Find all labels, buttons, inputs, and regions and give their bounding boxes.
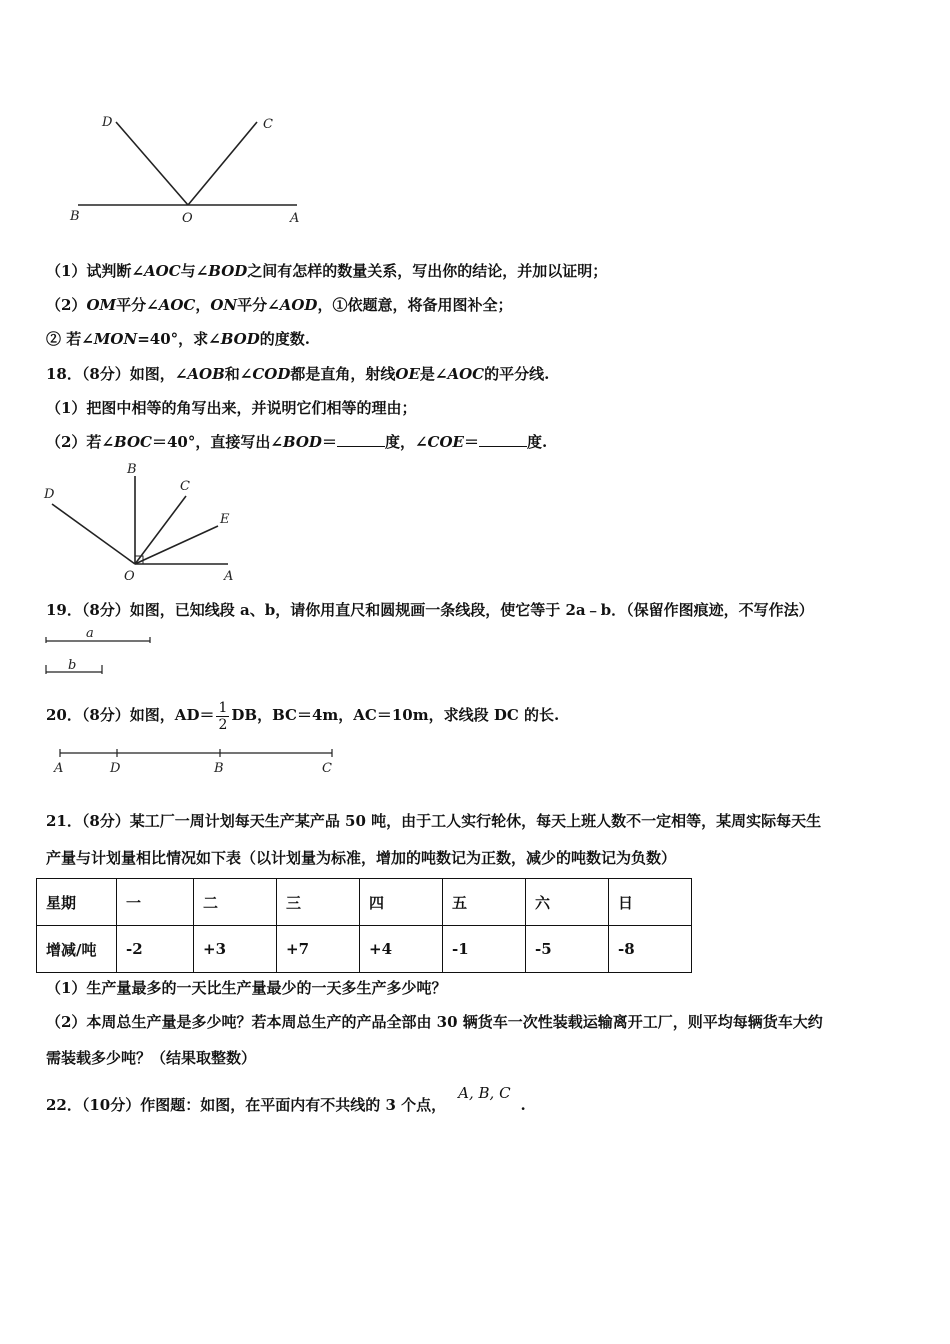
answer-blank-coe[interactable] — [479, 432, 527, 447]
production-table — [36, 878, 692, 973]
table-cell: +4 — [360, 926, 443, 973]
q21-sub2b: 需装载多少吨？（结果取整数） — [46, 1049, 257, 1067]
q21-stem-1: 21．（8分）某工厂一周计划每天生产某产品 50 吨，由于工人实行轮休，每天上班人数不一定相等，某周实际每天生 — [46, 812, 822, 830]
label-o: O — [182, 211, 193, 226]
label-a: A — [290, 211, 300, 226]
table-cell: 一 — [117, 879, 194, 926]
label-b: B — [70, 209, 80, 224]
label-d: D — [110, 761, 121, 776]
q17-sub2: （2）OM平分∠AOC，ON平分∠AOD，①依题意，将备用图补全； — [46, 296, 513, 314]
ray-oc — [135, 496, 186, 564]
table-cell: -1 — [443, 926, 526, 973]
table-cell: 增减/吨 — [37, 926, 117, 973]
table-cell: 日 — [609, 879, 692, 926]
figure-segment-adbc — [52, 745, 342, 780]
ray-oe — [135, 526, 218, 564]
table-cell: 二 — [194, 879, 277, 926]
label-d: D — [44, 487, 55, 502]
answer-blank-bod[interactable] — [337, 432, 385, 447]
q18-sub1: （1）把图中相等的角写出来，并说明它们相等的理由； — [46, 399, 417, 417]
label-e: E — [220, 512, 230, 527]
label-c: C — [180, 479, 190, 494]
q19-stem: 19．（8分）如图，已知线段 a、b，请你用直尺和圆规画一条线段，使它等于 2a﹣b．（保留作图痕迹，不写作法） — [46, 601, 814, 619]
q21-sub1: （1）生产量最多的一天比生产量最少的一天多生产多少吨？ — [46, 979, 447, 997]
label-a: A — [54, 761, 64, 776]
table-cell: -8 — [609, 926, 692, 973]
table-cell: 星期 — [37, 879, 117, 926]
label-b: B — [214, 761, 224, 776]
q17-sub1: （1）试判断∠AOC与∠BOD之间有怎样的数量关系，写出你的结论，并加以证明； — [46, 262, 608, 280]
label-d: D — [102, 115, 113, 130]
ray-od — [116, 122, 188, 205]
label-c: C — [263, 117, 273, 132]
table-cell: -2 — [117, 926, 194, 973]
table-cell: +3 — [194, 926, 277, 973]
label-a: a — [86, 626, 94, 641]
q22-stem: 22．（10分）作图题：如图，在平面内有不共线的 3 个点，A, B, C. — [46, 1084, 526, 1114]
label-c: C — [322, 761, 332, 776]
q21-stem-2: 产量与计划量相比情况如下表（以计划量为标准，增加的吨数记为正数，减少的吨数记为负数） — [46, 849, 677, 867]
figure-segments-a-b — [44, 625, 164, 680]
label-b: b — [68, 658, 77, 673]
table-cell: -5 — [526, 926, 609, 973]
label-o: O — [124, 569, 135, 584]
figure-angle-aoc-bod — [60, 110, 320, 230]
label-a: A — [224, 569, 234, 584]
table-cell: 五 — [443, 879, 526, 926]
label-b: B — [127, 462, 137, 477]
fraction-one-half: $\frac{1}{2}$ — [218, 699, 228, 733]
points-abc: A, B, C — [458, 1084, 511, 1102]
table-row-header — [37, 879, 692, 926]
ray-od — [52, 504, 135, 564]
figure-right-angles — [40, 460, 250, 585]
q21-sub2a: （2）本周总生产量是多少吨？若本周总生产的产品全部由 30 辆货车一次性装载运输离开工厂，则平均每辆货车大约 — [46, 1013, 823, 1031]
ray-oc — [188, 122, 257, 205]
q18-stem: 18．（8分）如图，∠AOB和∠COD都是直角，射线OE是∠AOC的平分线. — [46, 365, 550, 383]
table-cell: 四 — [360, 879, 443, 926]
q20-stem: 20．（8分）如图，AD＝ $\frac{1}{2}$ DB，BC＝4m，AC＝10m，求线段 DC 的长. — [46, 699, 560, 733]
table-cell: 六 — [526, 879, 609, 926]
q18-sub2: （2）若∠BOC＝40°，直接写出∠BOD＝ 度，∠COE＝ 度. — [46, 433, 548, 451]
table-cell: +7 — [277, 926, 360, 973]
table-cell: 三 — [277, 879, 360, 926]
q17-sub2-2: ② 若∠MON=40°，求∠BOD的度数. — [46, 330, 310, 348]
table-row-values — [37, 926, 692, 973]
